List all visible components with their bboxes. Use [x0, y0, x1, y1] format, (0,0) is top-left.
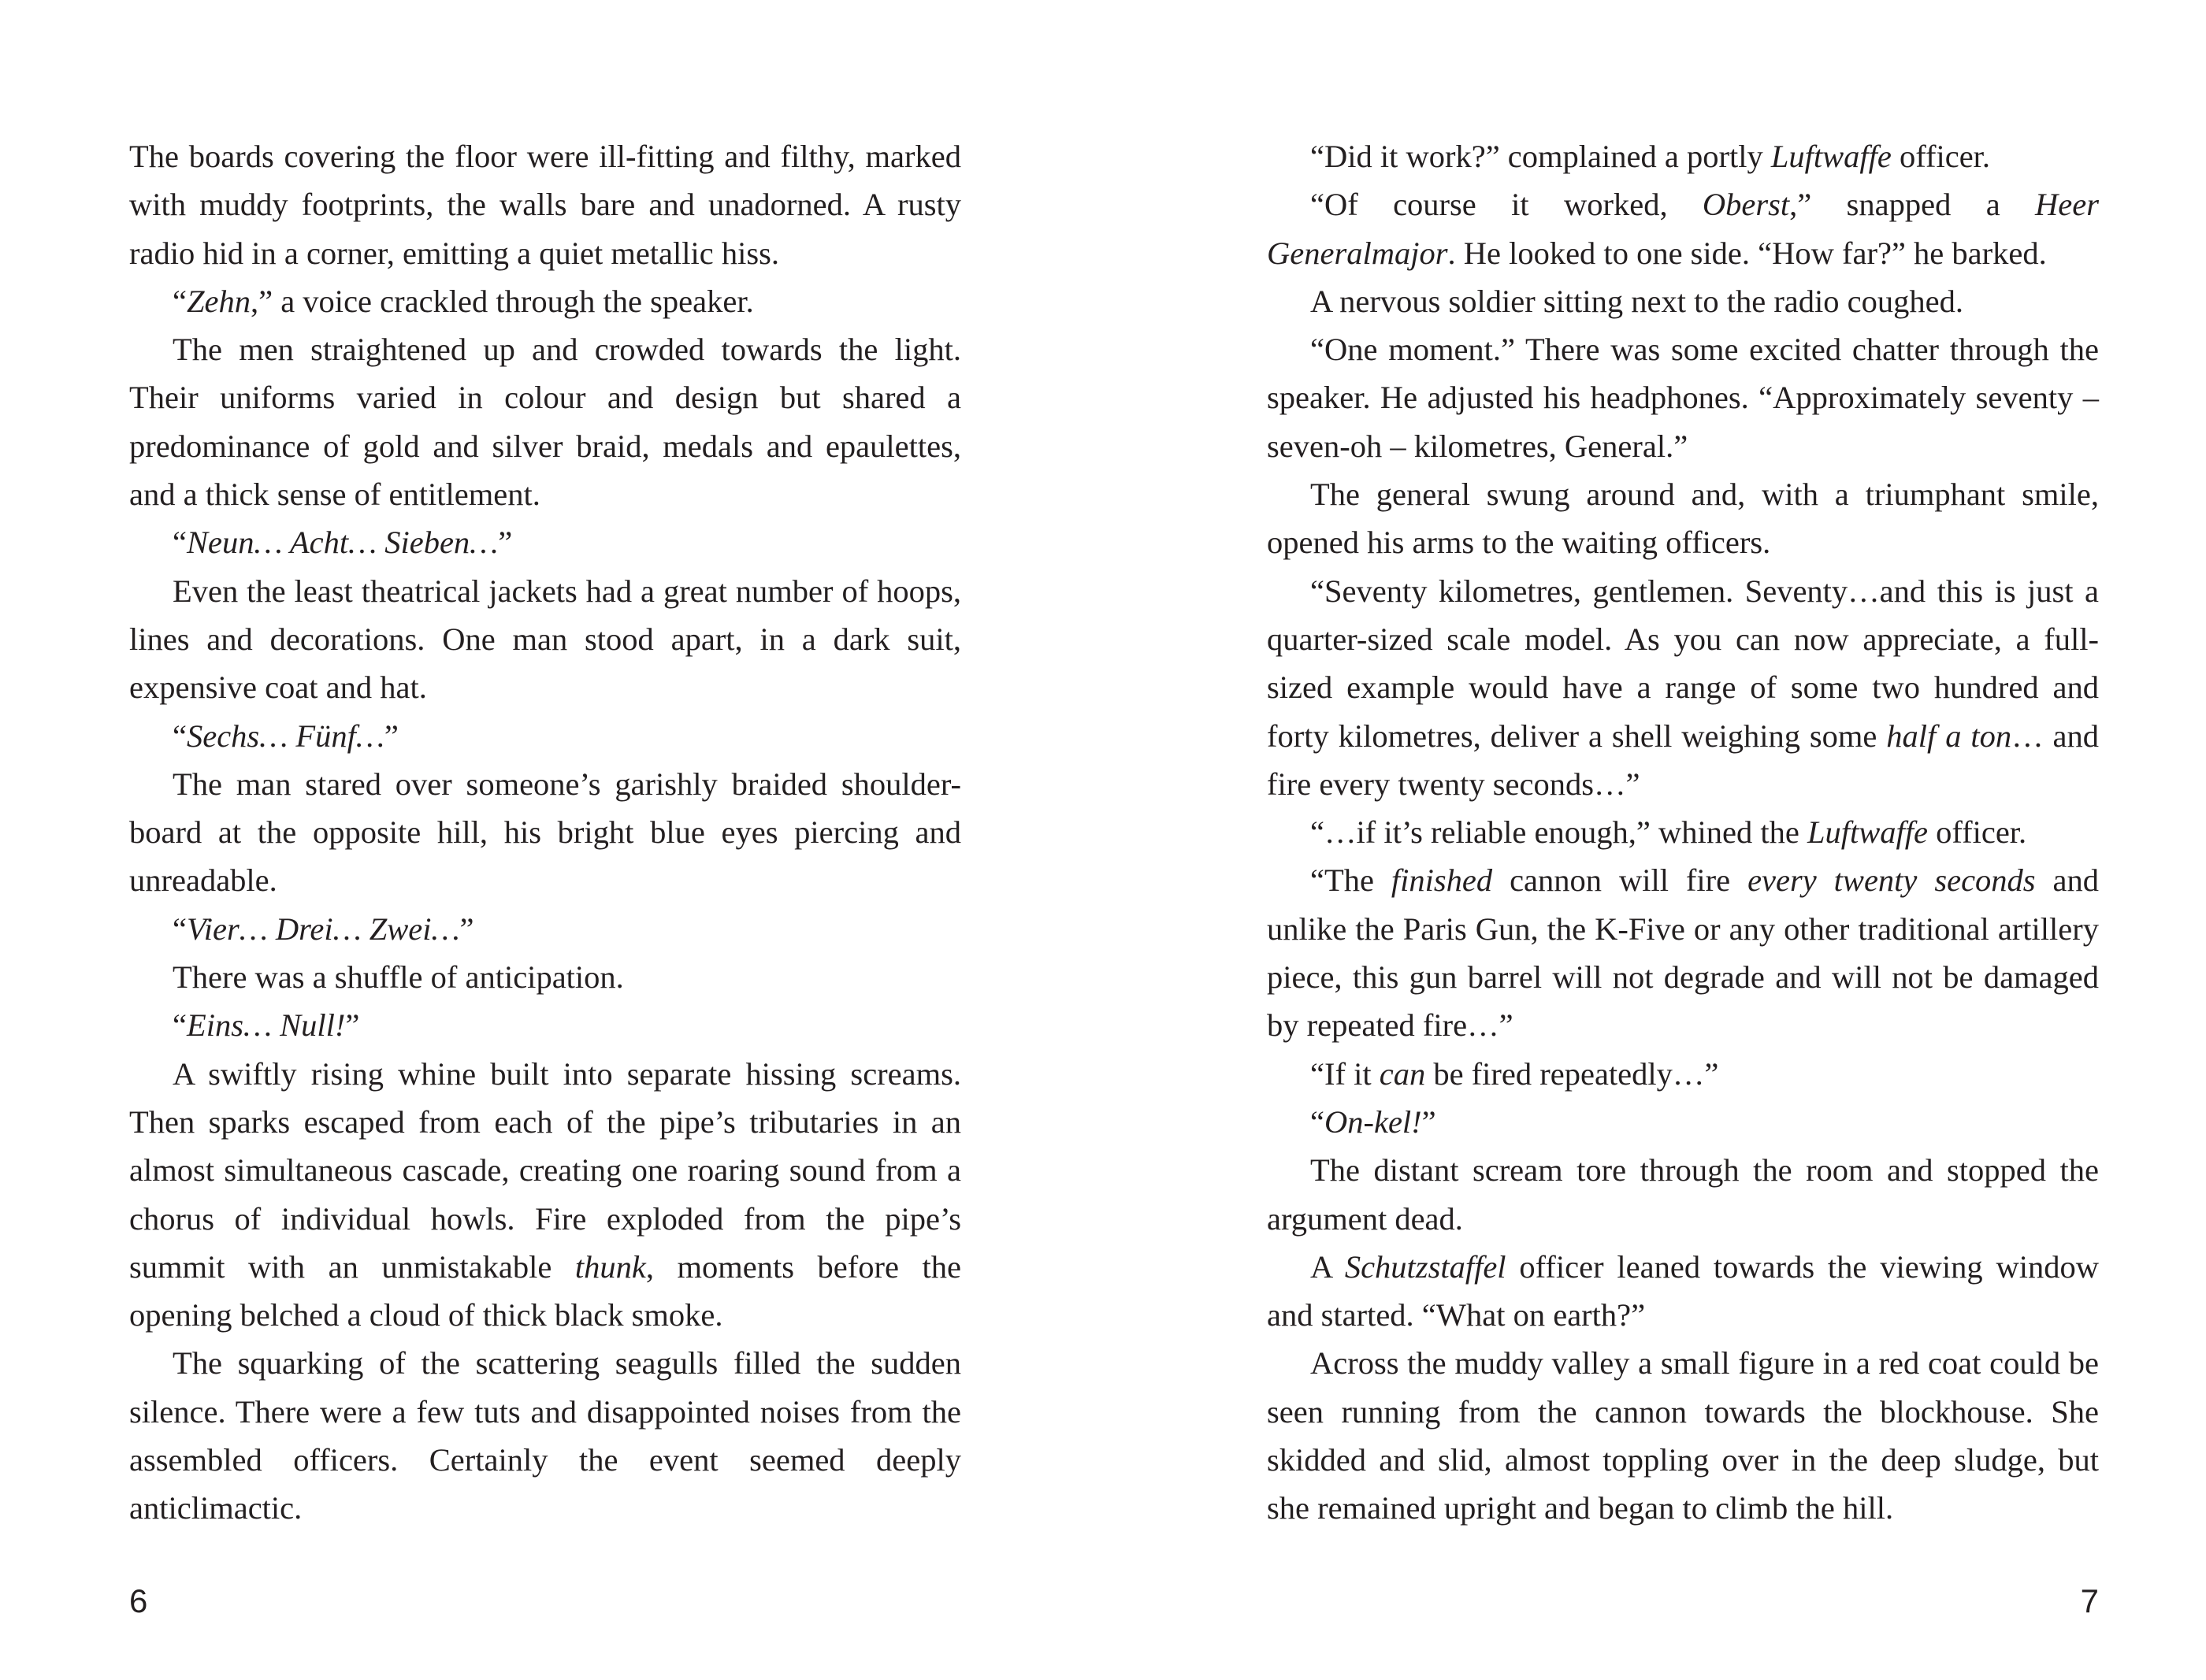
- paragraph: The distant scream tore through the room and stopped the argument dead.: [1267, 1152, 2099, 1237]
- paragraph: “Zehn,” a voice crackled through the speaker.: [173, 283, 754, 319]
- italic-text: Luftwaffe: [1807, 814, 1928, 851]
- italic-text: Oberst: [1702, 187, 1790, 223]
- paragraph: Across the muddy valley a small figure in a red coat could be seen running from the cannon towards the blockhouse. She skidded and slid, almost toppling over in the deep sludge, but she remained upright and began to climb the hill.: [1267, 1345, 2099, 1526]
- italic-text: Vier… Drei… Zwei…: [186, 910, 460, 947]
- paragraph: The boards covering the floor were ill-fitting and filthy, marked with muddy footprints, the walls bare and unadorned. A rusty radio hid in a corner, emitting a quiet metallic hiss.: [129, 139, 961, 271]
- paragraph: “Seventy kilometres, gentlemen. Seventy…and this is just a quarter-sized scale model. As you can now appreciate, a full-sized example would have a range of some two hundred and forty kilometres, deliver a shell weighing some half a ton… and fire every twenty seconds…”: [1267, 573, 2099, 802]
- italic-text: Schutzstaffel: [1344, 1248, 1506, 1285]
- paragraph: A swiftly rising whine built into separate hissing screams. Then sparks escaped from each of the pipe’s tributaries in an almost simultaneous cascade, creating one roaring sound from a chorus of individual howls. Fire exploded from the pipe’s summit with an unmistakable thunk, moments before the opening belched a cloud of thick black smoke.: [129, 1055, 961, 1333]
- paragraph: “Did it work?” complained a portly Luftwaffe officer.: [1310, 139, 1991, 174]
- italic-text: Sechs… Fünf…: [186, 718, 384, 754]
- paragraph: “One moment.” There was some excited chatter through the speaker. He adjusted his headphones. “Approximately seventy – seven-oh – kilometres, General.”: [1267, 332, 2099, 464]
- italic-text: half a ton: [1886, 718, 2012, 754]
- italic-text: Eins… Null!: [186, 1007, 346, 1044]
- paragraph: “Sechs… Fünf…”: [173, 718, 399, 754]
- italic-text: Luftwaffe: [1770, 139, 1892, 174]
- paragraph: “If it can be fired repeatedly…”: [1310, 1055, 1719, 1092]
- paragraph: A Schutzstaffel officer leaned towards the viewing window and started. “What on earth?”: [1267, 1248, 2099, 1333]
- paragraph: The squarking of the scattering seagulls filled the sudden silence. There were a few tuts and disappointed noises from the assembled officers. Certainly the event seemed deeply anticlimactic.: [129, 1345, 961, 1526]
- paragraph: Even the least theatrical jackets had a great number of hoops, lines and decorations. One man stood apart, in a dark suit, expensive coat and hat.: [129, 573, 961, 706]
- paragraph: “Of course it worked, Oberst,” snapped a Heer Generalmajor. He looked to one side. “How far?” he barked.: [1267, 187, 2099, 271]
- paragraph: “Eins… Null!”: [173, 1007, 360, 1044]
- left-page-number: 6: [129, 1582, 148, 1619]
- paragraph: The man stared over someone’s garishly braided shoulder-board at the opposite hill, his bright blue eyes piercing and unreadable.: [129, 766, 961, 899]
- italic-text: Heer Generalmajor: [1267, 187, 2099, 271]
- italic-text: Neun… Acht… Sieben…: [186, 525, 499, 561]
- paragraph: “Neun… Acht… Sieben…”: [173, 525, 513, 561]
- left-page-text: [129, 132, 961, 1533]
- paragraph: The men straightened up and crowded towards the light. Their uniforms varied in colour and design but shared a predominance of gold and silver braid, medals and epaulettes, and a thick sense of entitlement.: [129, 332, 961, 513]
- paragraph: “…if it’s reliable enough,” whined the Luftwaffe officer.: [1310, 814, 2027, 851]
- italic-text: every twenty seconds: [1747, 862, 2036, 899]
- right-page-text: [1267, 132, 2099, 1533]
- paragraph: There was a shuffle of anticipation.: [173, 959, 624, 996]
- right-page-number: 7: [2080, 1582, 2099, 1619]
- italic-text: can: [1379, 1055, 1426, 1092]
- italic-text: Zehn: [186, 283, 251, 319]
- paragraph: The general swung around and, with a triumphant smile, opened his arms to the waiting officers.: [1267, 477, 2099, 561]
- paragraph: A nervous soldier sitting next to the radio coughed.: [1310, 283, 1963, 319]
- paragraph: “The finished cannon will fire every twenty seconds and unlike the Paris Gun, the K-Five or any other traditional artillery piece, this gun barrel will not degrade and will not be damaged by repeated fire…”: [1267, 862, 2099, 1044]
- paragraph: “Vier… Drei… Zwei…”: [173, 910, 474, 947]
- italic-text: finished: [1391, 862, 1493, 899]
- italic-text: thunk: [574, 1248, 646, 1285]
- paragraph: “On-kel!”: [1310, 1103, 1436, 1140]
- italic-text: On-kel!: [1324, 1103, 1422, 1140]
